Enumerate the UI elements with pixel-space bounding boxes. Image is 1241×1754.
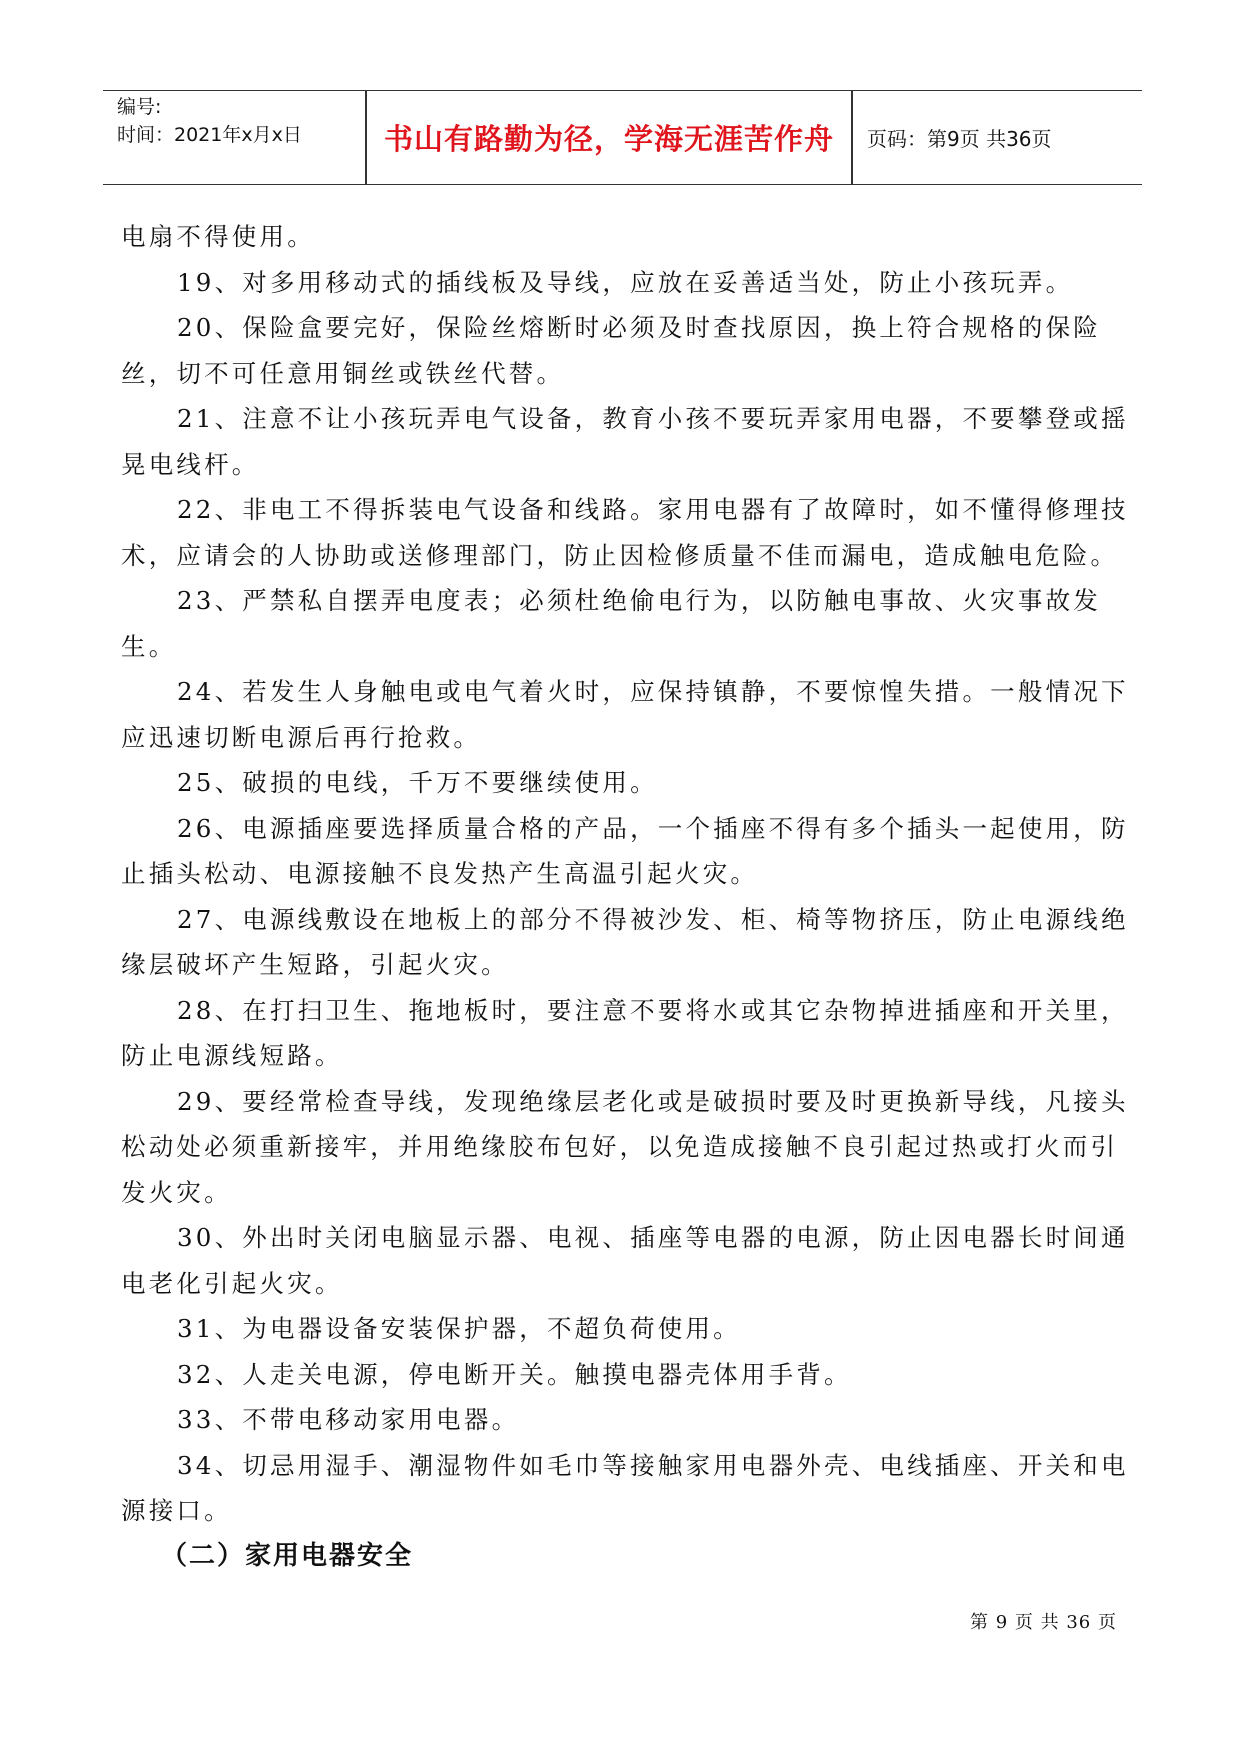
paragraph: 24、若发生人身触电或电气着火时，应保持镇静，不要惊惶失措。一般情况下应迅速切断电源后再行抢救。 [121,677,1129,752]
paragraph: 29、要经常检查导线，发现绝缘层老化或是破损时要及时更换新导线，凡接头松动处必须重新接牢，并用绝缘胶布包好，以免造成接触不良引起过热或打火而引发火灾。 [121,1086,1129,1207]
paragraph: 26、电源插座要选择质量合格的产品，一个插座不得有多个插头一起使用，防止插头松动、电源接触不良发热产生高温引起火灾。 [121,813,1129,888]
paragraph: 30、外出时关闭电脑显示器、电视、插座等电器的电源，防止因电器长时间通电老化引起火灾。 [121,1223,1129,1298]
paragraph: 33、不带电移动家用电器。 [177,1405,520,1434]
paragraph: 31、为电器设备安装保护器，不超负荷使用。 [177,1314,741,1343]
header-divider [851,91,853,184]
page-footer: 第 9 页 共 36 页 [970,1612,1117,1633]
section-heading: （二）家用电器安全 [161,1540,414,1571]
paragraph: 28、在打扫卫生、拖地板时，要注意不要将水或其它杂物掉进插座和开关里，防止电源线短路。 [121,995,1129,1070]
header-page-label: 页码：第9页 共36页 [867,127,1052,151]
paragraph: 22、非电工不得拆装电气设备和线路。家用电器有了故障时，如不懂得修理技术，应请会的人协助或送修理部门，防止因检修质量不佳而漏电，造成触电危险。 [121,495,1129,570]
header-motto: 书山有路勤为径，学海无涯苦作舟 [383,122,834,156]
paragraph: 21、注意不让小孩玩弄电气设备，教育小孩不要玩弄家用电器，不要攀登或摇晃电线杆。 [121,404,1129,479]
paragraph: 32、人走关电源，停电断开关。触摸电器壳体用手背。 [177,1359,852,1389]
paragraph: 23、严禁私自摆弄电度表；必须杜绝偷电行为，以防触电事故、火灾事故发生。 [121,586,1101,661]
paragraph: 20、保险盒要完好，保险丝熔断时必须及时查找原因，换上符合规格的保险丝，切不可任意用铜丝或铁丝代替。 [121,313,1101,388]
document-time-label: 时间：2021年x月x日 [117,124,302,146]
document-number-label: 编号: [117,96,162,118]
paragraph: 27、电源线敷设在地板上的部分不得被沙发、柜、椅等物挤压，防止电源线绝缘层破坏产生短路，引起火灾。 [121,904,1129,979]
header-meta [117,93,367,149]
paragraph: 19、对多用移动式的插线板及导线，应放在妥善适当处，防止小孩玩弄。 [177,267,1074,297]
paragraph: 电扇不得使用。 [121,222,315,251]
paragraph: 34、切忌用湿手、潮湿物件如毛巾等接触家用电器外壳、电线插座、开关和电源接口。 [121,1450,1129,1525]
document-body [121,214,1131,1579]
paragraph: 25、破损的电线，千万不要继续使用。 [177,768,658,797]
page-header [103,90,1142,185]
